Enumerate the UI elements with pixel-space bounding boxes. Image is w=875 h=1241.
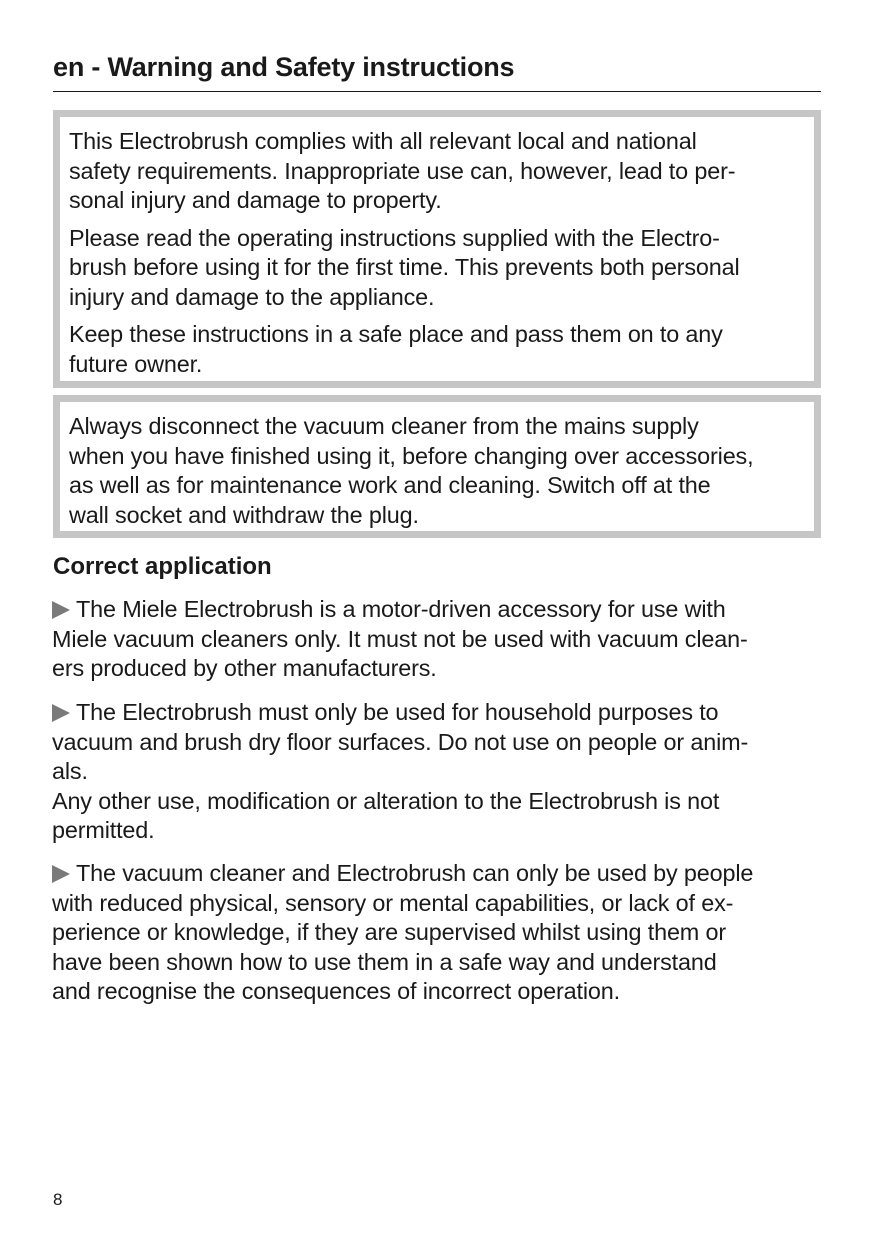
bullet-text: The Electrobrush must only be used for household purposes to [76,699,719,725]
arrow-bullet-icon [52,601,70,619]
header-divider [53,91,821,92]
text-line: Miele vacuum cleaners only. It must not be used with vacuum clean- [52,625,748,652]
read-instructions-paragraph [69,224,806,313]
safety-notice-box [53,110,821,388]
text-line [52,595,822,625]
text-line: when you have finished using it, before changing over accessories, [69,442,754,469]
text-line [52,698,822,728]
text-line: Please read the operating instructions supplied with the Electro- [69,224,720,251]
text-line: permitted. [52,817,155,843]
text-line: Any other use, modification or alteration to the Electrobrush is not [52,787,720,814]
text-line: as well as for maintenance work and cleaning. Switch off at the [69,472,711,498]
text-line: als. [52,758,88,784]
text-line: safety requirements. Inappropriate use can, however, lead to per- [69,157,736,184]
bullet-item [52,859,822,1007]
disconnect-paragraph [69,412,806,530]
disconnect-notice-box [53,395,821,538]
safety-compliance-paragraph [69,127,806,216]
bullet-text: The vacuum cleaner and Electrobrush can only be used by people [76,860,754,886]
bullet-text: The Miele Electrobrush is a motor-driven accessory for use with [76,596,726,622]
keep-instructions-paragraph [69,320,806,379]
arrow-bullet-icon [52,865,70,883]
text-line: This Electrobrush complies with all relevant local and national [69,128,697,154]
arrow-bullet-icon [52,704,70,722]
text-line: Keep these instructions in a safe place and pass them on to any [69,321,723,347]
text-line: future owner. [69,350,203,377]
bullet-item [52,698,822,846]
text-line: wall socket and withdraw the plug. [69,501,419,528]
text-line: injury and damage to the appliance. [69,283,435,310]
section-heading: Correct application [53,553,272,580]
page-number: 8 [53,1190,63,1209]
text-line: ers produced by other manufacturers. [52,655,437,681]
text-line: sonal injury and damage to property. [69,187,442,213]
text-line: with reduced physical, sensory or mental capabilities, or lack of ex- [52,889,734,916]
text-line: brush before using it for the first time. This prevents both personal [69,254,740,280]
bullet-item [52,595,822,684]
text-line: perience or knowledge, if they are supervised whilst using them or [52,919,726,945]
text-line [52,859,822,889]
text-line: vacuum and brush dry floor surfaces. Do not use on people or anim- [52,728,749,755]
text-line: and recognise the consequences of incorrect operation. [52,978,620,1004]
text-line: have been shown how to use them in a safe way and understand [52,948,717,975]
text-line: Always disconnect the vacuum cleaner from the mains supply [69,413,699,439]
page-title: en - Warning and Safety instructions [53,52,515,82]
